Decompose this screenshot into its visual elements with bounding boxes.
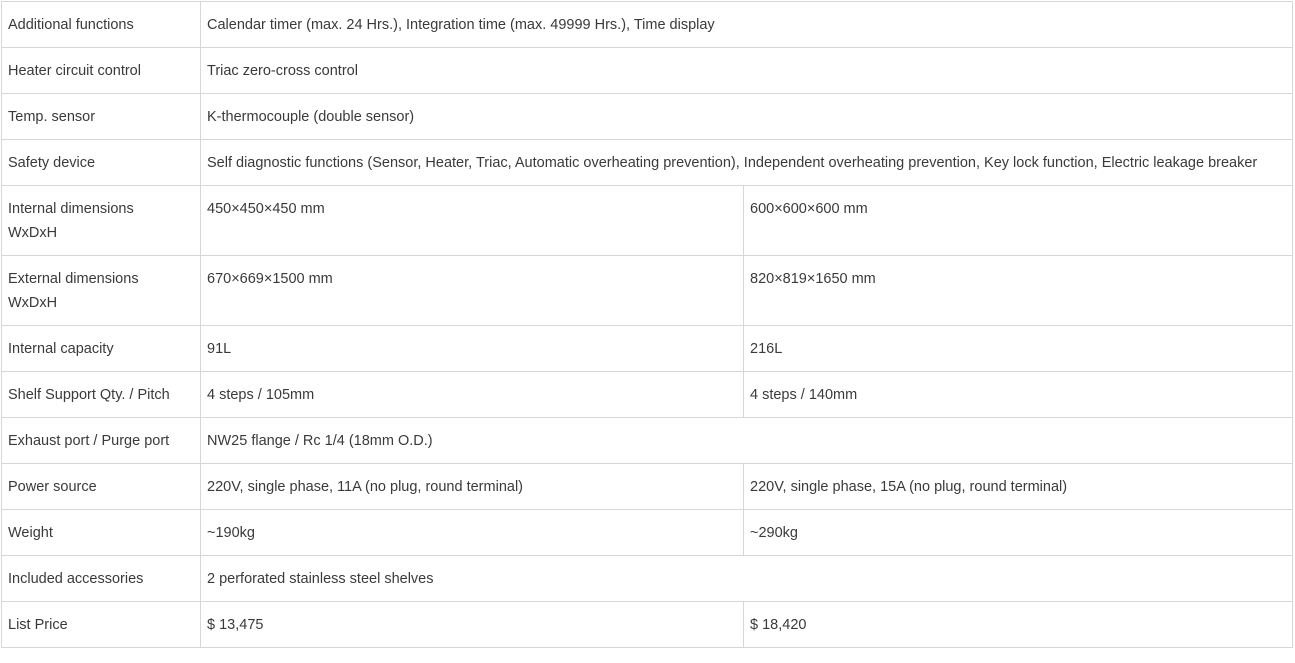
table-row	[2, 464, 1293, 510]
row-label: Additional functions	[2, 2, 201, 48]
row-value-model-2: $ 18,420	[744, 602, 1293, 648]
row-label: External dimensions WxDxH	[2, 256, 201, 326]
table-row	[2, 48, 1293, 94]
row-value: 2 perforated stainless steel shelves	[201, 556, 1293, 602]
row-value: Self diagnostic functions (Sensor, Heater, Triac, Automatic overheating prevention), Independent overheating prevention, Key lock function, Electric leakage breaker	[201, 140, 1293, 186]
row-value-model-1: 450×450×450 mm	[201, 186, 744, 256]
row-value: Calendar timer (max. 24 Hrs.), Integration time (max. 49999 Hrs.), Time display	[201, 2, 1293, 48]
row-label: Internal dimensions WxDxH	[2, 186, 201, 256]
table-row	[2, 94, 1293, 140]
table-row	[2, 602, 1293, 648]
table-row	[2, 326, 1293, 372]
row-label: Heater circuit control	[2, 48, 201, 94]
row-value-model-1: 91L	[201, 326, 744, 372]
row-label: List Price	[2, 602, 201, 648]
row-label: Safety device	[2, 140, 201, 186]
row-value-model-2: ~290kg	[744, 510, 1293, 556]
row-label: Power source	[2, 464, 201, 510]
row-value-model-1: ~190kg	[201, 510, 744, 556]
row-label: Temp. sensor	[2, 94, 201, 140]
table-row	[2, 256, 1293, 326]
table-row	[2, 418, 1293, 464]
row-value-model-2: 216L	[744, 326, 1293, 372]
row-label: Exhaust port / Purge port	[2, 418, 201, 464]
table-row	[2, 556, 1293, 602]
table-row	[2, 140, 1293, 186]
row-value: NW25 flange / Rc 1/4 (18mm O.D.)	[201, 418, 1293, 464]
row-value: Triac zero-cross control	[201, 48, 1293, 94]
row-value-model-1: $ 13,475	[201, 602, 744, 648]
row-value-model-2: 600×600×600 mm	[744, 186, 1293, 256]
table-row	[2, 2, 1293, 48]
row-value-model-2: 820×819×1650 mm	[744, 256, 1293, 326]
table-row	[2, 372, 1293, 418]
row-value: K-thermocouple (double sensor)	[201, 94, 1293, 140]
row-value-model-2: 220V, single phase, 15A (no plug, round terminal)	[744, 464, 1293, 510]
spec-table-body	[2, 2, 1293, 648]
spec-table	[1, 1, 1293, 648]
table-row	[2, 510, 1293, 556]
row-label: Weight	[2, 510, 201, 556]
row-value-model-1: 670×669×1500 mm	[201, 256, 744, 326]
row-value-model-1: 220V, single phase, 11A (no plug, round terminal)	[201, 464, 744, 510]
row-value-model-1: 4 steps / 105mm	[201, 372, 744, 418]
row-value-model-2: 4 steps / 140mm	[744, 372, 1293, 418]
row-label: Included accessories	[2, 556, 201, 602]
row-label: Internal capacity	[2, 326, 201, 372]
table-row	[2, 186, 1293, 256]
row-label: Shelf Support Qty. / Pitch	[2, 372, 201, 418]
